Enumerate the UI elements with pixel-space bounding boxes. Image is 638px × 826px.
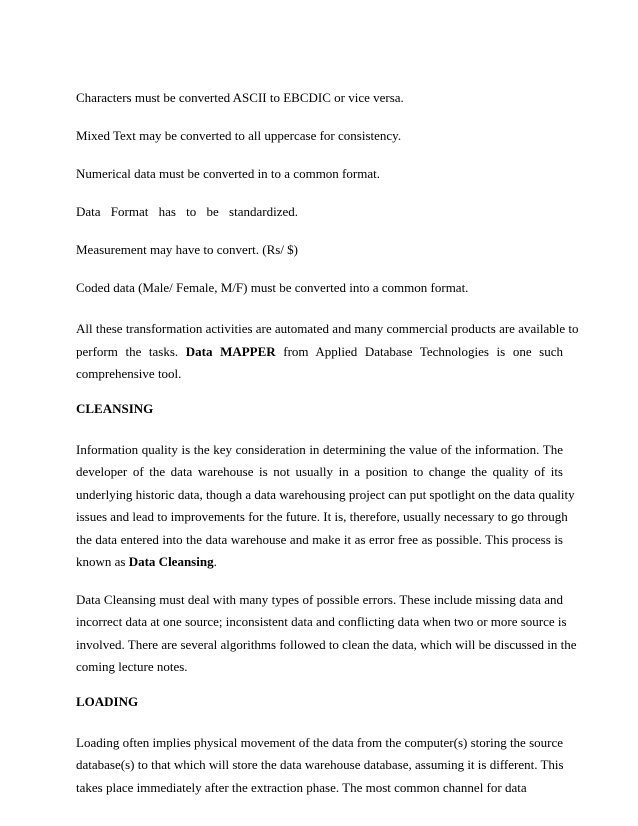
paragraph-line: known as Data Cleansing. [76, 554, 217, 569]
paragraph-line: perform the tasks. Data MAPPER from Applied Database Technologies is one such [76, 343, 563, 359]
section-heading-loading: LOADING [76, 693, 139, 709]
paragraph-line: underlying historic data, though a data warehousing project can put spotlight on the data quality [76, 486, 575, 502]
document-page [76, 90, 579, 814]
rule-coded-data: Coded data (Male/ Female, M/F) must be converted into a common format. [76, 280, 469, 295]
cleansing-paragraph-2 [76, 589, 577, 679]
paragraph-line: Information quality is the key consideration in determining the value of the information. The [76, 441, 563, 457]
transformation-paragraph [76, 318, 579, 386]
paragraph-line: comprehensive tool. [76, 366, 182, 381]
rule-measurement: Measurement may have to convert. (Rs/ $) [76, 242, 299, 257]
paragraph-line: involved. There are several algorithms followed to clean the data, which will be discussed in the [76, 636, 577, 652]
paragraph-line: issues and lead to improvements for the future. It is, therefore, usually necessary to go through [76, 509, 568, 524]
paragraph-line: database(s) to that which will store the data warehouse database, assuming it is different. This [76, 757, 564, 772]
paragraph-line: Loading often implies physical movement of the data from the computer(s) storing the source [76, 734, 564, 750]
paragraph-line: the data entered into the data warehouse and make it as error free as possible. This process is [76, 531, 563, 547]
loading-paragraph-1 [76, 732, 563, 800]
paragraph-line: coming lecture notes. [76, 659, 188, 674]
paragraph-line: takes place immediately after the extraction phase. The most common channel for data [76, 779, 527, 795]
paragraph-line: incorrect data at one source; inconsistent data and conflicting data when two or more source is [76, 614, 567, 629]
data-cleansing-term: Data Cleansing [128, 554, 214, 569]
section-heading-cleansing: CLEANSING [76, 400, 154, 416]
data-mapper-product: Data MAPPER [185, 343, 276, 359]
cleansing-paragraph-1 [76, 439, 575, 574]
paragraph-line: All these transformation activities are automated and many commercial products are available to [76, 321, 579, 336]
rule-numerical-format: Numerical data must be converted in to a common format. [76, 166, 380, 181]
rule-data-format: Data Format has to be standardized. [76, 204, 298, 219]
paragraph-line: Data Cleansing must deal with many types of possible errors. These include missing data and [76, 591, 563, 607]
paragraph-line: developer of the data warehouse is not usually in a position to change the quality of its [76, 464, 563, 479]
rule-ascii-ebcdic: Characters must be converted ASCII to EBCDIC or vice versa. [76, 90, 404, 105]
rule-uppercase: Mixed Text may be converted to all uppercase for consistency. [76, 128, 402, 143]
